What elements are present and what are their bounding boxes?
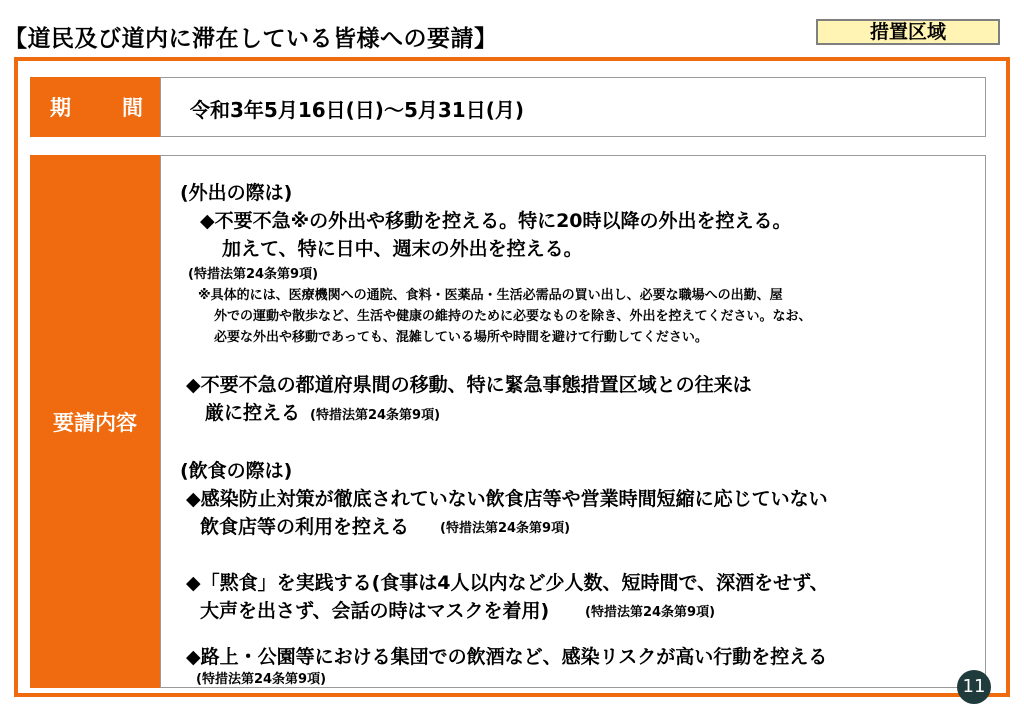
period-label-char-1: 期 (50, 96, 71, 120)
area-label: 措置区域 (816, 19, 1000, 45)
note-line1: ※具体的には、医療機関への通院、食料・医薬品・生活必需品の買い出し、必要な職場への出勤、屋 (198, 288, 783, 303)
dining-item2-line1: ◆「黙食」を実践する(食事は4人以内など少人数、短時間で、深酒をせず、 (186, 572, 829, 594)
outing-heading: (外出の際は) (180, 182, 293, 204)
dining-item1-law: (特措法第24条第9項) (440, 521, 571, 536)
outing-item1-line2: 加えて、特に日中、週末の外出を控える。 (222, 238, 583, 260)
page-title: 【道民及び道内に滞在している皆様への要請】 (4, 26, 498, 52)
travel-line2: 厳に控える (205, 402, 301, 424)
dining-item1-line2: 飲食店等の利用を控える (200, 516, 410, 538)
note-line3: 必要な外出や移動であっても、混雑している場所や時間を避けて行動してください。 (214, 330, 708, 345)
period-label (30, 77, 160, 137)
outing-item1-law: (特措法第24条第9項) (188, 267, 319, 282)
dining-item3-line1: ◆路上・公園等における集団での飲酒など、感染リスクが高い行動を控える (186, 646, 828, 668)
dining-item3-law: (特措法第24条第9項) (196, 672, 327, 687)
note-line2: 外での運動や散歩など、生活や健康の維持のために必要なものを除き、外出を控えてください。なお、 (214, 309, 812, 324)
outing-item1-line1: ◆不要不急※の外出や移動を控える。特に20時以降の外出を控える。 (200, 210, 792, 232)
travel-line1: ◆不要不急の都道府県間の移動、特に緊急事態措置区域との往来は (186, 374, 752, 396)
dining-item2-line2: 大声を出さず、会話の時はマスクを着用) (200, 600, 550, 622)
dining-item2-law: (特措法第24条第9項) (585, 605, 716, 620)
travel-law: (特措法第24条第9項) (310, 408, 441, 423)
period-label-char-2: 間 (122, 96, 143, 120)
page-number-badge: 11 (957, 670, 991, 704)
period-text: 令和3年5月16日(日)〜5月31日(月) (190, 98, 524, 122)
dining-item1-line1: ◆感染防止対策が徹底されていない飲食店等や営業時間短縮に応じていない (186, 488, 828, 510)
request-label: 要請内容 (30, 155, 160, 688)
dining-heading: (飲食の際は) (180, 460, 293, 482)
